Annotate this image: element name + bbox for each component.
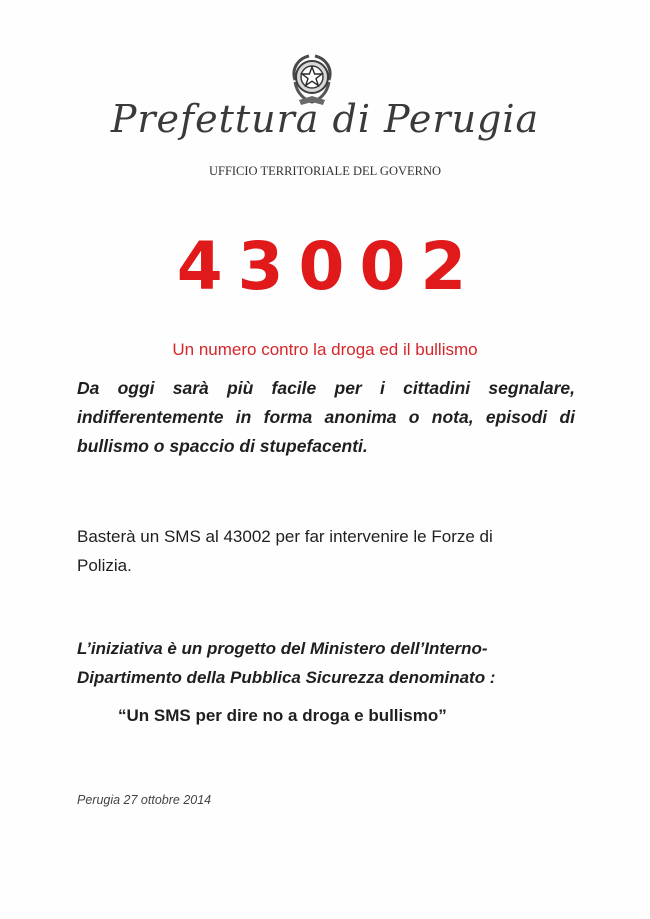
initiative-paragraph-line: L’iniziativa è un progetto del Ministero dell’Interno- xyxy=(77,639,488,658)
sms-paragraph xyxy=(77,522,575,580)
initiative-paragraph xyxy=(77,634,575,692)
campaign-subtitle: Un numero contro la droga ed il bullismo xyxy=(172,340,478,359)
hotline-number: 43002 xyxy=(176,228,482,305)
document-date: Perugia 27 ottobre 2014 xyxy=(77,793,212,807)
intro-paragraph: Da oggi sarà più facile per i cittadini segnalare, indifferentemente in forma anonima o nota, episodi di bullismo o spaccio di stupefacenti. xyxy=(77,378,575,456)
campaign-quote: “Un SMS per dire no a droga e bullismo” xyxy=(118,706,447,725)
initiative-paragraph-line: Dipartimento della Pubblica Sicurezza denominato : xyxy=(77,668,496,687)
sms-paragraph-line: Polizia. xyxy=(77,556,132,575)
office-subtitle: UFFICIO TERRITORIALE DEL GOVERNO xyxy=(208,164,442,178)
office-name: Prefettura di Perugia xyxy=(110,97,540,141)
sms-paragraph-line: Basterà un SMS al 43002 per far intervenire le Forze di xyxy=(77,527,493,546)
